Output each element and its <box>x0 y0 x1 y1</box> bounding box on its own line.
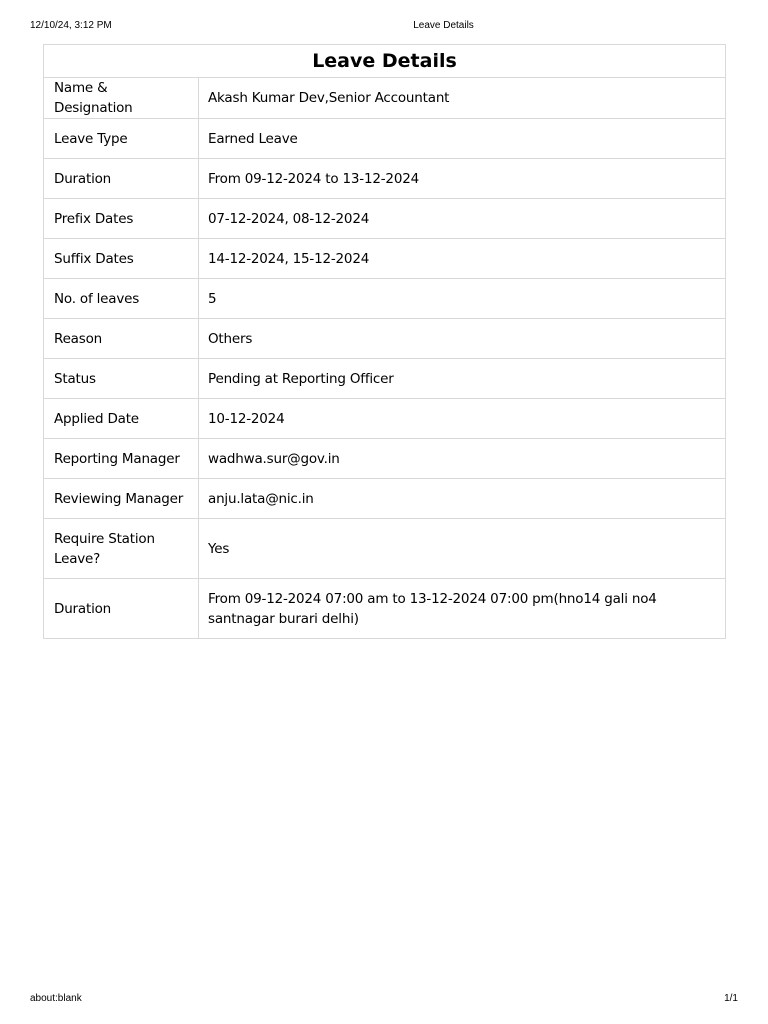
row-value: Yes <box>199 519 726 579</box>
row-label: Leave Type <box>44 119 199 159</box>
row-label: Duration <box>44 579 199 639</box>
row-label: Require Station Leave? <box>44 519 199 579</box>
row-value: Akash Kumar Dev,Senior Accountant <box>199 78 726 119</box>
row-label: Name & Designation <box>44 78 199 119</box>
table-row <box>44 119 726 159</box>
table-row <box>44 519 726 579</box>
row-label: Suffix Dates <box>44 239 199 279</box>
row-label: Applied Date <box>44 399 199 439</box>
row-label: Duration <box>44 159 199 199</box>
row-value: From 09-12-2024 to 13-12-2024 <box>199 159 726 199</box>
table-row <box>44 239 726 279</box>
leave-details-table <box>43 44 726 639</box>
table-row <box>44 359 726 399</box>
table-title-row <box>44 45 726 78</box>
table-row <box>44 579 726 639</box>
table-row <box>44 159 726 199</box>
print-page-number: 1/1 <box>724 993 738 1004</box>
print-url: about:blank <box>30 993 82 1004</box>
table-row <box>44 439 726 479</box>
row-value: Earned Leave <box>199 119 726 159</box>
row-value: 07-12-2024, 08-12-2024 <box>199 199 726 239</box>
table-row <box>44 319 726 359</box>
row-label: No. of leaves <box>44 279 199 319</box>
row-value: 14-12-2024, 15-12-2024 <box>199 239 726 279</box>
print-datetime: 12/10/24, 3:12 PM <box>30 20 112 31</box>
table-row <box>44 399 726 439</box>
row-value: Pending at Reporting Officer <box>199 359 726 399</box>
row-value: anju.lata@nic.in <box>199 479 726 519</box>
table-row <box>44 78 726 119</box>
row-value: Others <box>199 319 726 359</box>
table-row <box>44 199 726 239</box>
row-label: Reason <box>44 319 199 359</box>
table-title: Leave Details <box>44 45 726 78</box>
row-label: Status <box>44 359 199 399</box>
row-label: Prefix Dates <box>44 199 199 239</box>
table-row <box>44 479 726 519</box>
row-value: 10-12-2024 <box>199 399 726 439</box>
print-page-title: Leave Details <box>413 20 474 31</box>
table-row <box>44 279 726 319</box>
row-label: Reporting Manager <box>44 439 199 479</box>
row-value: From 09-12-2024 07:00 am to 13-12-2024 07:00 pm(hno14 gali no4 santnagar burari delhi) <box>199 579 726 639</box>
row-label: Reviewing Manager <box>44 479 199 519</box>
row-value: wadhwa.sur@gov.in <box>199 439 726 479</box>
row-value: 5 <box>199 279 726 319</box>
